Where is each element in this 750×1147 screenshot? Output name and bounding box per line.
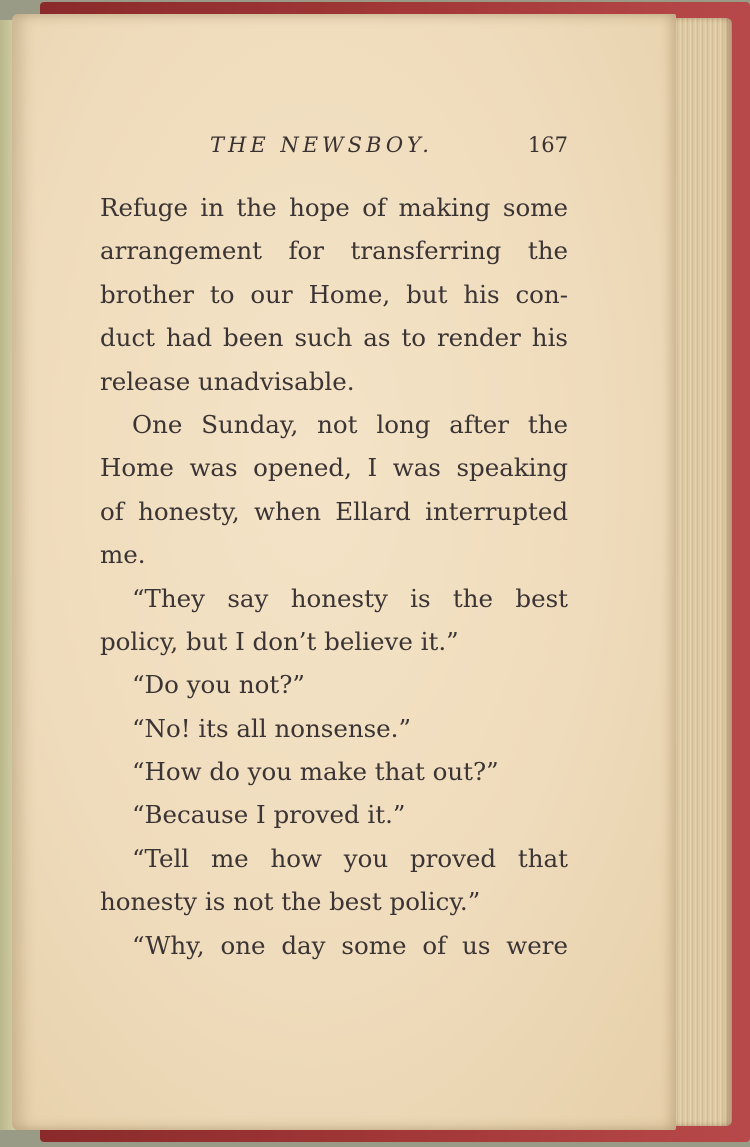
- text-line: “Why, one day some of us were: [132, 930, 568, 960]
- text-line: Home was opened, I was speaking: [100, 453, 568, 483]
- body-text: [100, 186, 568, 967]
- text-line: arrangement for transferring the: [100, 236, 568, 266]
- running-header: [210, 133, 568, 163]
- running-title: THE NEWSBOY.: [210, 133, 433, 157]
- text-line: release unadvisable.: [100, 366, 355, 396]
- text-line: One Sunday, not long after the: [132, 409, 568, 439]
- text-line: policy, but I don’t believe it.”: [100, 626, 459, 656]
- page-number: 167: [527, 133, 568, 157]
- text-line: “No! its all nonsense.”: [132, 713, 411, 743]
- text-line: “Tell me how you proved that: [132, 843, 568, 873]
- text-line: “Because I proved it.”: [132, 800, 406, 830]
- text-line: brother to our Home, but his con-: [100, 279, 568, 309]
- text-line: me.: [100, 540, 146, 570]
- text-line: honesty is not the best policy.”: [100, 887, 481, 917]
- text-line: Refuge in the hope of making some: [100, 193, 568, 222]
- text-line: “How do you make that out?”: [132, 757, 499, 787]
- text-line: “They say honesty is the best: [132, 583, 568, 613]
- text-line: duct had been such as to render his: [100, 323, 568, 353]
- text-line: “Do you not?”: [132, 670, 305, 700]
- text-line: of honesty, when Ellard interrupted: [100, 496, 568, 526]
